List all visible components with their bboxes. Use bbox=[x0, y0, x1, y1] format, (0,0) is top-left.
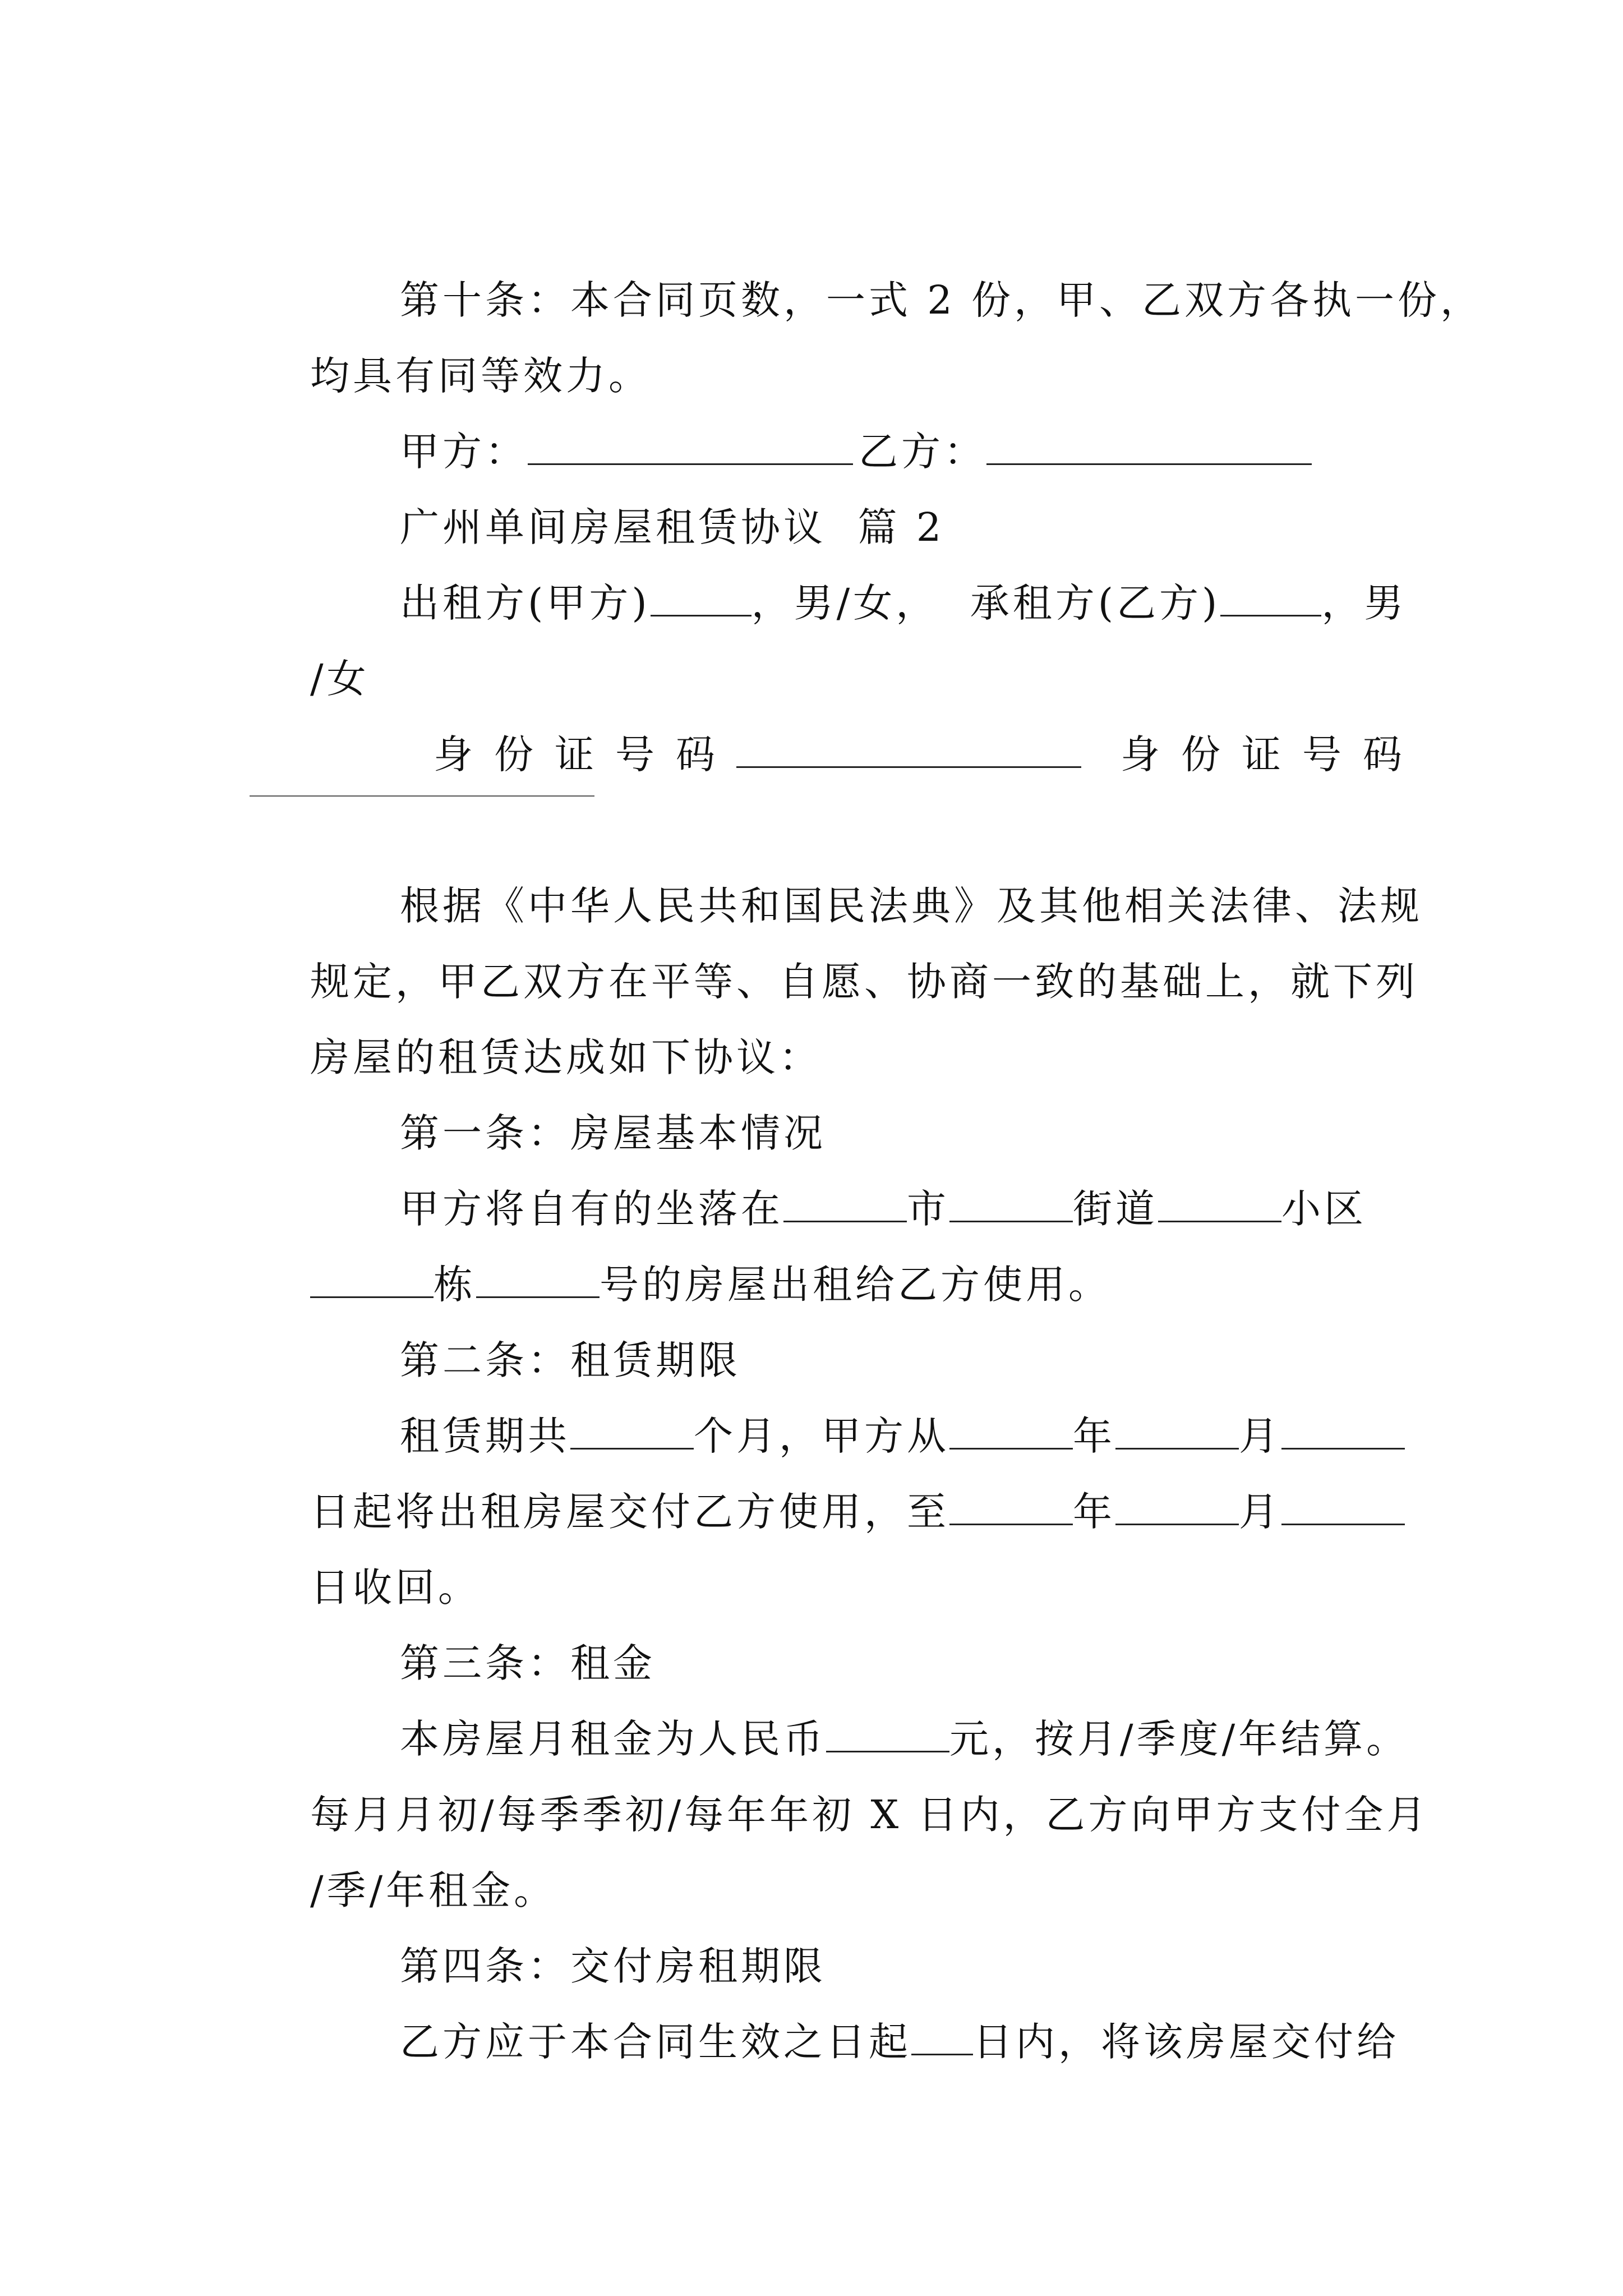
text: 乙方应于本合同生效之日起 bbox=[400, 2019, 912, 2065]
parties-line1 bbox=[336, 519, 1623, 626]
article-4-title bbox=[336, 1882, 1623, 1989]
text: 年 bbox=[1073, 1489, 1116, 1535]
text: 每月月初/每季季初/每年年初 X 日内，乙方向甲方支付全月 bbox=[310, 1792, 1430, 1838]
heading-text: 第四条：交付房租期限 bbox=[400, 1943, 827, 1989]
article-1-line2 bbox=[247, 1200, 1623, 1308]
text: 栋 bbox=[434, 1262, 477, 1308]
text: 日收回。 bbox=[310, 1565, 481, 1611]
parties-line2 bbox=[247, 595, 1623, 702]
party-a-label: 甲方： bbox=[400, 429, 528, 475]
article-1-title bbox=[336, 1049, 1623, 1156]
text: 规定，甲乙双方在平等、自愿、协商一致的基础上，就下列 bbox=[310, 959, 1419, 1005]
signature-line bbox=[336, 367, 1623, 475]
text: 号的房屋出租给乙方使用。 bbox=[600, 1262, 1112, 1308]
text: ，男/女， 承租方(乙方) bbox=[751, 580, 1221, 626]
article-3-line1 bbox=[336, 1655, 1623, 1762]
heading-text: 第二条：租赁期限 bbox=[400, 1337, 741, 1383]
text: 市 bbox=[907, 1186, 950, 1232]
heading-text: 广州单间房屋租赁协议 篇 2 bbox=[400, 504, 945, 550]
text: 租赁期共 bbox=[400, 1413, 571, 1459]
article-10-line2 bbox=[247, 292, 1623, 399]
text: 均具有同等效力。 bbox=[310, 353, 652, 399]
text: /季/年租金。 bbox=[310, 1867, 557, 1913]
text: 月 bbox=[1239, 1413, 1282, 1459]
article-2-line2 bbox=[247, 1428, 1623, 1535]
text: /女 bbox=[310, 656, 370, 702]
text: 房屋的租赁达成如下协议： bbox=[310, 1034, 822, 1080]
text: 小区 bbox=[1281, 1186, 1367, 1232]
text: ，男 bbox=[1321, 580, 1407, 626]
preamble-line2 bbox=[247, 898, 1623, 1005]
text: 年 bbox=[1073, 1413, 1116, 1459]
text: 日起将出租房屋交付乙方使用，至 bbox=[310, 1489, 950, 1535]
article-10-line1 bbox=[336, 216, 1623, 323]
text: 日内，将该房屋交付给 bbox=[973, 2019, 1400, 2065]
article-1-line1 bbox=[336, 1125, 1623, 1232]
article-2-title bbox=[336, 1276, 1623, 1383]
id-label-b: 身份证号码 bbox=[1121, 731, 1424, 777]
section-title bbox=[336, 443, 1623, 550]
article-3-line3 bbox=[247, 1806, 1623, 1913]
id-blank-a bbox=[736, 733, 1081, 768]
party-b-label: 乙方： bbox=[859, 429, 987, 475]
preamble-line1 bbox=[336, 822, 1623, 929]
days-blank bbox=[911, 2020, 973, 2055]
preamble-line3 bbox=[247, 973, 1623, 1080]
article-2-line3 bbox=[247, 1503, 1623, 1611]
heading-text: 第一条：房屋基本情况 bbox=[400, 1110, 827, 1156]
text: 根据《中华人民共和国民法典》及其他相关法律、法规 bbox=[400, 883, 1423, 929]
article-3-line2 bbox=[247, 1731, 1623, 1838]
text: 甲方将自有的坐落在 bbox=[400, 1186, 784, 1232]
text: 个月，甲方从 bbox=[694, 1413, 950, 1459]
article-3-title bbox=[336, 1579, 1623, 1686]
id-label-a: 身份证号码 bbox=[434, 731, 737, 777]
id-number-line bbox=[370, 670, 1623, 777]
text: 本房屋月租金为人民币 bbox=[400, 1716, 827, 1762]
article-2-line1 bbox=[336, 1352, 1623, 1459]
id-blank-b bbox=[250, 795, 594, 797]
text: 元，按月/季度/年结算。 bbox=[949, 1716, 1409, 1762]
article-4-line1 bbox=[336, 1958, 1623, 2065]
text: 第十条：本合同页数，一式 2 份，甲、乙双方各执一份， bbox=[400, 277, 1483, 323]
text: 月 bbox=[1239, 1489, 1282, 1535]
text: 街道 bbox=[1073, 1186, 1159, 1232]
heading-text: 第三条：租金 bbox=[400, 1640, 656, 1686]
text: 出租方(甲方) bbox=[400, 580, 651, 626]
